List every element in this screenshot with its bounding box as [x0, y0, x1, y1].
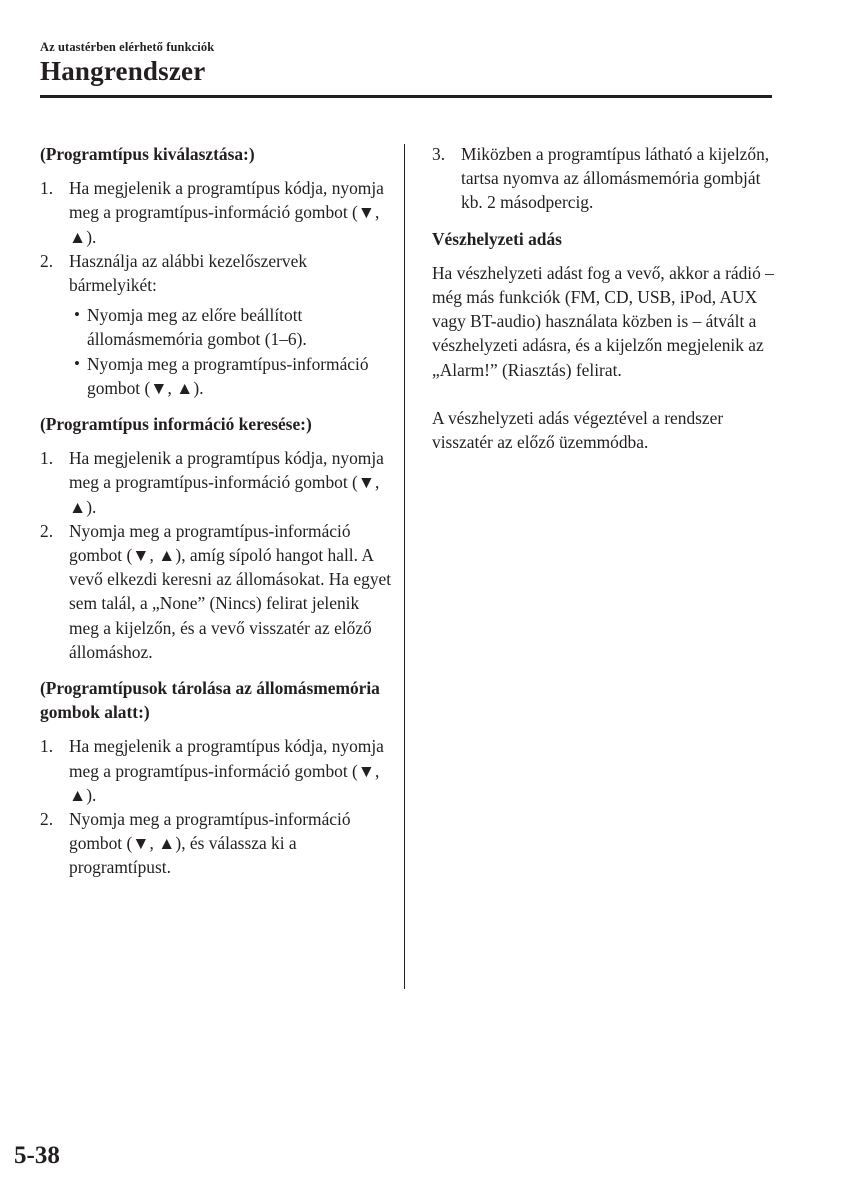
bullet-text: Nyomja meg az előre beállított állomásmemória gombot (1–6). [87, 305, 307, 350]
title-rule [40, 95, 772, 98]
left-column [40, 142, 392, 880]
list-number: 2. [40, 809, 54, 830]
bullet-text: Nyomja meg a programtípus-információ gombot (▼, ▲). [87, 353, 369, 398]
page-title: Hangrendszer [40, 56, 206, 86]
list-item [40, 734, 392, 807]
list-text: Ha megjelenik a programtípus kódja, nyomja meg a programtípus-információ gombot (▼, ▲). [69, 736, 384, 805]
subheading-program-type-search: (Programtípus információ keresése:) [40, 414, 312, 435]
page-number: 5-38 [14, 1142, 60, 1169]
list-item [40, 446, 392, 519]
list-text: Ha megjelenik a programtípus kódja, nyomja meg a programtípus-információ gombot (▼, ▲). [69, 448, 384, 517]
list-item [432, 142, 777, 215]
list-item [40, 249, 392, 297]
bullet-item [40, 303, 392, 351]
bullet-marker: • [74, 353, 80, 373]
subheading-program-type-store: (Programtípusok tárolása az állomásmemória gombok alatt:) [40, 678, 380, 723]
list-text: Miközben a programtípus látható a kijelzőn, tartsa nyomva az állomásmemória gombját kb. 2 másodpercig. [461, 144, 770, 213]
list-item [40, 176, 392, 249]
right-column [432, 142, 777, 454]
list-number: 1. [40, 736, 54, 757]
column-divider [404, 144, 405, 989]
paragraph: Ha vészhelyzeti adást fog a vevő, akkor a rádió – még más funkciók (FM, CD, USB, iPod, AUX vagy BT-audio) használata közben is – átvált a vészhelyzeti adásra, és a kijelzőn megjelenik az „Alarm!” (Riasztás) felirat. [432, 262, 774, 380]
list-number: 1. [40, 178, 54, 199]
section-label: Az utastérben elérhető funkciók [40, 40, 215, 54]
list-number: 2. [40, 520, 54, 541]
bullet-list [40, 303, 392, 400]
list-item [40, 807, 392, 880]
list-item [40, 519, 392, 664]
bullet-marker: • [74, 305, 80, 325]
list-number: 1. [40, 448, 54, 469]
list-number: 2. [40, 250, 54, 271]
list-number: 3. [432, 144, 446, 164]
bullet-item [40, 352, 392, 400]
subheading-emergency-broadcast: Vészhelyzeti adás [432, 228, 562, 249]
list-text: Nyomja meg a programtípus-információ gombot (▼, ▲), amíg sípoló hangot hall. A vevő elkezdi keresni az állomásokat. Ha egyet sem talál, a „None” (Nincs) felirat jelenik meg a kijelzőn, és a vevő visszatér az előző állomáshoz. [69, 520, 392, 662]
subheading-program-type-select: (Programtípus kiválasztása:) [40, 144, 255, 164]
list-text: Nyomja meg a programtípus-információ gombot (▼, ▲), és válassza ki a programtípust. [69, 809, 351, 878]
list-text: Használja az alábbi kezelőszervek bármelyikét: [69, 250, 308, 296]
list-text: Ha megjelenik a programtípus kódja, nyomja meg a programtípus-információ gombot (▼, ▲). [69, 178, 384, 247]
paragraph: A vészhelyzeti adás végeztével a rendszer visszatér az előző üzemmódba. [432, 407, 724, 453]
